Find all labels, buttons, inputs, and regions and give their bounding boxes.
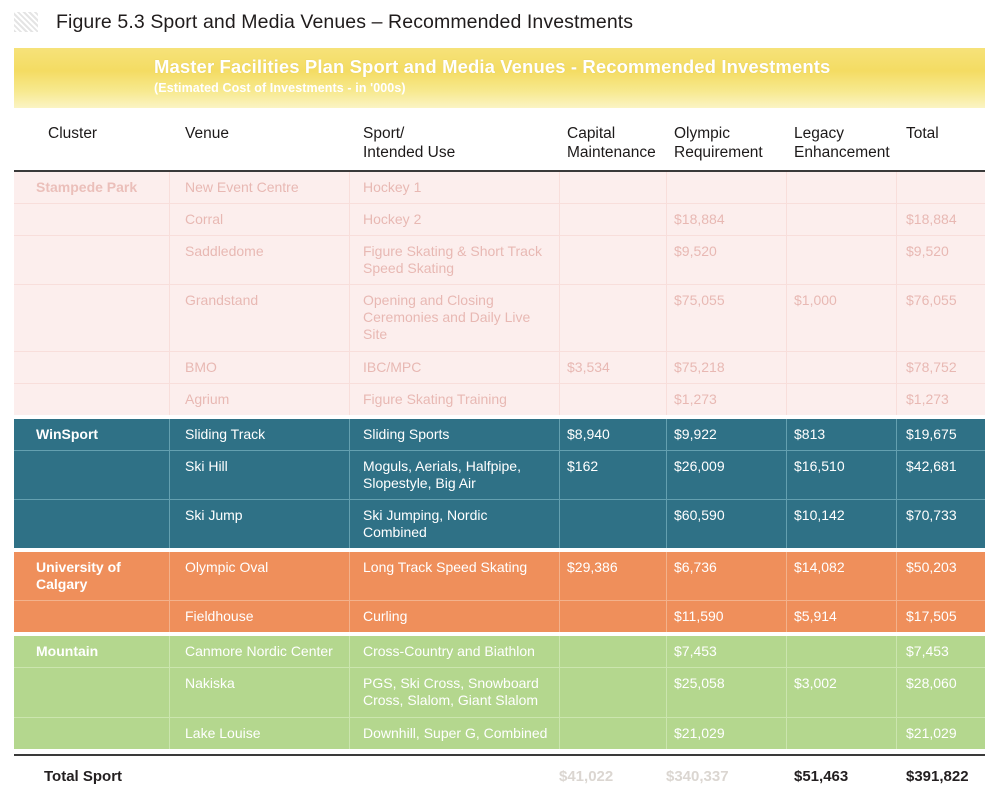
column-header-olympic-line1: Olympic — [674, 125, 730, 142]
row-total-value: $42,681 — [906, 457, 957, 474]
sport-intended-use: Figure Skating Training — [363, 390, 507, 407]
venue-name: Lake Louise — [185, 724, 261, 741]
legacy-enhancement-value — [786, 636, 896, 667]
table-body — [14, 172, 985, 749]
cluster-block-stampede — [14, 172, 985, 415]
sport-intended-use: Opening and Closing Ceremonies and Daily Live Site — [363, 292, 531, 343]
cluster-name — [14, 718, 169, 749]
legacy-enhancement-value — [786, 384, 896, 415]
capital-maintenance-value: $29,386 — [567, 559, 618, 576]
table-row — [14, 600, 985, 632]
table-row — [14, 552, 985, 600]
cluster-name: WinSport — [36, 425, 99, 442]
capital-maintenance-value — [559, 384, 666, 415]
olympic-requirement-value: $21,029 — [674, 724, 725, 741]
venue-name: Canmore Nordic Center — [185, 643, 333, 660]
olympic-requirement-value: $26,009 — [674, 457, 725, 474]
olympic-requirement-value: $9,520 — [674, 243, 717, 260]
total-row-use — [349, 756, 559, 795]
venue-name: BMO — [185, 358, 217, 375]
sport-intended-use: Downhill, Super G, Combined — [363, 724, 548, 741]
olympic-requirement-value: $18,884 — [674, 211, 725, 228]
total-row-label: Total Sport — [44, 767, 123, 785]
sport-intended-use: Figure Skating & Short Track Speed Skating — [363, 243, 542, 277]
capital-maintenance-value — [559, 601, 666, 632]
total-row-venue — [169, 756, 349, 795]
column-header-capital-line2: Maintenance — [567, 144, 656, 162]
row-total-value: $76,055 — [906, 292, 957, 309]
cluster-name — [14, 352, 169, 383]
capital-maintenance-value — [559, 285, 666, 350]
table-row — [14, 235, 985, 284]
total-row-legacy: $51,463 — [794, 767, 849, 785]
column-header-sport-use — [349, 108, 559, 170]
capital-maintenance-value — [559, 172, 666, 203]
column-header-total — [896, 108, 985, 170]
venue-name: New Event Centre — [185, 179, 299, 195]
legacy-enhancement-value — [786, 236, 896, 284]
column-header-venue-label: Venue — [185, 125, 229, 142]
table-row — [14, 667, 985, 716]
venue-name: Nakiska — [185, 675, 235, 692]
venue-name: Fieldhouse — [185, 608, 254, 625]
cluster-block-uofc — [14, 552, 985, 632]
sport-intended-use: IBC/MPC — [363, 358, 422, 375]
cluster-name — [14, 500, 169, 548]
cluster-name — [14, 384, 169, 415]
table-subtitle: (Estimated Cost of Investments - in '000s) — [154, 81, 406, 95]
row-total-value: $21,029 — [906, 724, 957, 741]
row-total-value: $7,453 — [906, 643, 949, 660]
venue-name: Grandstand — [185, 292, 259, 309]
figure-caption — [0, 0, 999, 44]
olympic-requirement-value: $7,453 — [674, 643, 717, 660]
venue-name: Olympic Oval — [185, 559, 269, 576]
venue-name: Sliding Track — [185, 425, 266, 442]
sport-intended-use: Cross-Country and Biathlon — [363, 643, 535, 660]
table-row — [14, 172, 985, 203]
olympic-requirement-value: $75,055 — [674, 292, 725, 309]
table-row — [14, 203, 985, 235]
table-row — [14, 450, 985, 499]
capital-maintenance-value — [559, 668, 666, 716]
cluster-name: Mountain — [36, 643, 99, 660]
investments-table — [14, 48, 985, 795]
legacy-enhancement-value — [786, 172, 896, 203]
cluster-name — [14, 601, 169, 632]
venue-name: Ski Jump — [185, 506, 243, 523]
figure-caption-text: Figure 5.3 Sport and Media Venues – Recommended Investments — [56, 10, 634, 33]
sport-intended-use: PGS, Ski Cross, Snowboard Cross, Slalom, Giant Slalom — [363, 675, 539, 709]
venue-name: Agrium — [185, 390, 230, 407]
cluster-name — [14, 451, 169, 499]
cluster-name: Stampede Park — [36, 179, 138, 195]
row-total-value: $78,752 — [906, 358, 957, 375]
column-header-legacy-line2: Enhancement — [794, 144, 890, 162]
legacy-enhancement-value: $1,000 — [794, 292, 837, 309]
row-total-value — [896, 172, 985, 203]
column-header-olympic-requirement — [666, 108, 786, 170]
table-row — [14, 351, 985, 383]
table-row — [14, 383, 985, 415]
cluster-name — [14, 285, 169, 350]
table-row — [14, 284, 985, 350]
total-row — [14, 756, 985, 795]
capital-maintenance-value — [559, 204, 666, 235]
table-row — [14, 419, 985, 450]
capital-maintenance-value — [559, 636, 666, 667]
venue-name: Ski Hill — [185, 457, 228, 474]
venue-name: Saddledome — [185, 243, 264, 260]
sport-intended-use: Hockey 1 — [363, 179, 422, 195]
olympic-requirement-value: $9,922 — [674, 425, 717, 442]
legacy-enhancement-value — [786, 352, 896, 383]
column-header-cluster-label: Cluster — [48, 125, 98, 142]
column-header-total-label: Total — [906, 125, 939, 142]
row-total-value: $50,203 — [906, 559, 957, 576]
row-total-value: $19,675 — [906, 425, 957, 442]
legacy-enhancement-value — [786, 204, 896, 235]
column-header-cluster — [14, 108, 169, 170]
olympic-requirement-value — [666, 172, 786, 203]
column-header-capital-maintenance — [559, 108, 666, 170]
sport-intended-use: Long Track Speed Skating — [363, 559, 528, 576]
capital-maintenance-value: $3,534 — [567, 358, 610, 375]
row-total-value: $18,884 — [906, 211, 957, 228]
legacy-enhancement-value: $5,914 — [794, 608, 837, 625]
total-row-total: $391,822 — [906, 767, 969, 785]
column-header-sport-line2: Intended Use — [363, 144, 456, 162]
capital-maintenance-value: $162 — [567, 457, 599, 474]
total-row-olympic: $340,337 — [666, 767, 729, 785]
row-total-value: $17,505 — [906, 608, 957, 625]
olympic-requirement-value: $11,590 — [674, 608, 724, 625]
olympic-requirement-value: $25,058 — [674, 675, 725, 692]
venue-name: Corral — [185, 211, 224, 228]
column-header-venue — [169, 108, 349, 170]
capital-maintenance-value — [559, 236, 666, 284]
olympic-requirement-value: $60,590 — [674, 506, 725, 523]
cluster-name — [14, 204, 169, 235]
table-row — [14, 499, 985, 548]
capital-maintenance-value — [559, 718, 666, 749]
row-total-value: $9,520 — [906, 243, 949, 260]
column-header-olympic-line2: Requirement — [674, 144, 763, 162]
column-header-legacy-enhancement — [786, 108, 896, 170]
olympic-requirement-value: $75,218 — [674, 358, 725, 375]
olympic-requirement-value: $1,273 — [674, 390, 717, 407]
total-row-capital: $41,022 — [559, 767, 614, 785]
sport-intended-use: Sliding Sports — [363, 425, 450, 442]
column-header-sport-line1: Sport/ — [363, 125, 405, 142]
table-title-banner — [14, 48, 985, 108]
cluster-block-winsport — [14, 419, 985, 548]
cluster-block-mountain — [14, 636, 985, 748]
row-total-value: $28,060 — [906, 675, 957, 692]
legacy-enhancement-value: $10,142 — [794, 506, 845, 523]
olympic-requirement-value: $6,736 — [674, 559, 717, 576]
cluster-name — [14, 668, 169, 716]
legacy-enhancement-value: $3,002 — [794, 675, 837, 692]
figure-marker-icon — [14, 12, 38, 32]
legacy-enhancement-value: $16,510 — [794, 457, 845, 474]
legacy-enhancement-value: $14,082 — [794, 559, 845, 576]
legacy-enhancement-value: $813 — [794, 425, 826, 442]
capital-maintenance-value: $8,940 — [567, 425, 610, 442]
table-title: Master Facilities Plan Sport and Media Venues - Recommended Investments — [154, 56, 831, 77]
capital-maintenance-value — [559, 500, 666, 548]
legacy-enhancement-value — [786, 718, 896, 749]
table-row — [14, 636, 985, 667]
row-total-value: $1,273 — [906, 390, 949, 407]
table-header-row — [14, 108, 985, 172]
row-total-value: $70,733 — [906, 506, 957, 523]
cluster-name — [14, 236, 169, 284]
sport-intended-use: Moguls, Aerials, Halfpipe, Slopestyle, Big Air — [363, 457, 521, 491]
column-header-legacy-line1: Legacy — [794, 125, 844, 142]
sport-intended-use: Hockey 2 — [363, 211, 422, 228]
sport-intended-use: Curling — [363, 608, 408, 625]
table-row — [14, 717, 985, 749]
column-header-capital-line1: Capital — [567, 125, 616, 142]
sport-intended-use: Ski Jumping, Nordic Combined — [363, 506, 488, 541]
cluster-name: University of Calgary — [36, 559, 121, 593]
